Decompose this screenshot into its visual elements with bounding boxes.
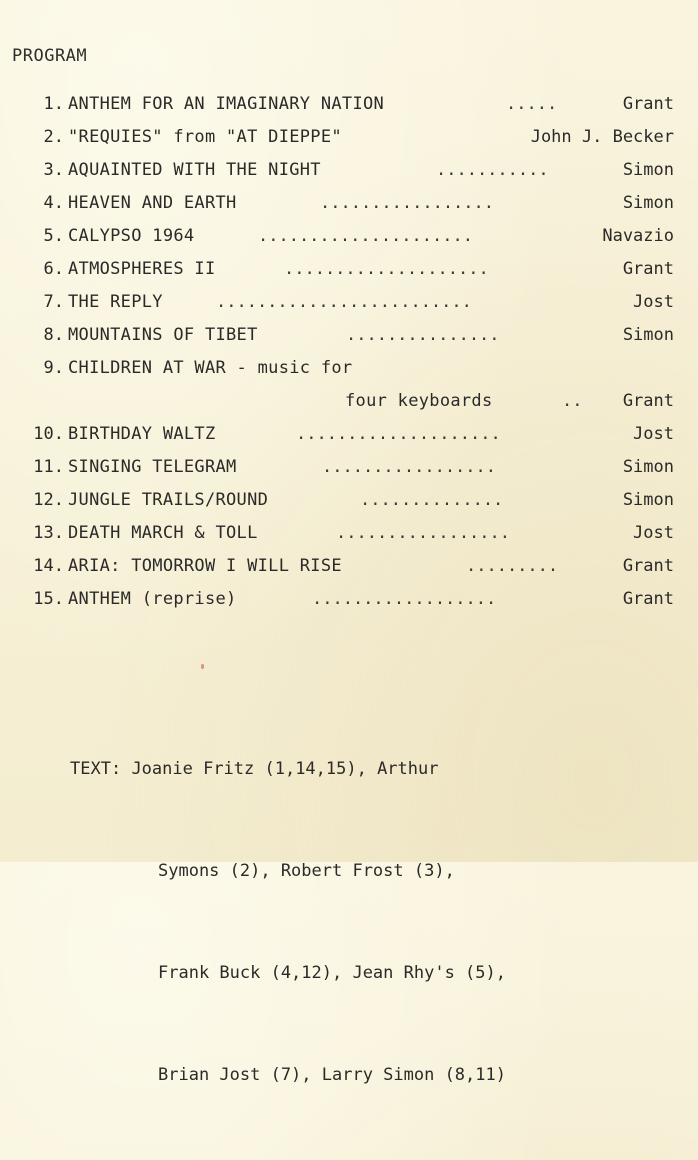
item-title: DEATH MARCH & TOLL (68, 523, 258, 543)
program-item (0, 222, 698, 255)
item-leader-dots: ................. (320, 193, 494, 213)
item-composer: Grant (622, 589, 674, 609)
item-number: 15. (33, 589, 64, 609)
program-item (0, 123, 698, 156)
item-leader-dots: ..................... (258, 226, 473, 246)
item-title: THE REPLY (68, 292, 163, 312)
item-leader-dots: ......................... (216, 292, 472, 312)
program-item (0, 156, 698, 189)
item-number: 7. (43, 292, 64, 312)
item-number: 13. (33, 523, 64, 543)
item-title: BIRTHDAY WALTZ (68, 424, 216, 444)
item-composer: Grant (622, 94, 674, 114)
credits-line: Symons (2), Robert Frost (3), (158, 861, 455, 881)
program-item (0, 189, 698, 222)
credits-line: Brian Jost (7), Larry Simon (8,11) (158, 1065, 506, 1085)
program-item-continuation (0, 387, 698, 420)
item-title: JUNGLE TRAILS/ROUND (68, 490, 269, 510)
program-item (0, 90, 698, 123)
text-credits (70, 684, 506, 1160)
item-title: AQUAINTED WITH THE NIGHT (68, 160, 321, 180)
item-composer: Jost (633, 424, 674, 444)
program-item (0, 288, 698, 321)
item-number: 14. (33, 556, 64, 576)
item-title: ANTHEM FOR AN IMAGINARY NATION (68, 94, 385, 114)
item-number: 1. (43, 94, 64, 114)
item-leader-dots: ................. (322, 457, 496, 477)
credits-text: Joanie Fritz (1,14,15), Arthur (131, 759, 439, 779)
item-number: 12. (33, 490, 64, 510)
item-title: four keyboards (345, 391, 493, 411)
item-leader-dots: .............. (360, 490, 504, 510)
item-composer: Grant (622, 259, 674, 279)
credits-label: TEXT: (70, 759, 122, 779)
item-number: 10. (33, 424, 64, 444)
item-title: CHILDREN AT WAR - music for (68, 358, 353, 378)
program-item (0, 420, 698, 453)
item-composer: John J. Becker (530, 127, 674, 147)
item-title: ANTHEM (reprise) (68, 589, 237, 609)
item-title: HEAVEN AND EARTH (68, 193, 237, 213)
program-list (0, 90, 698, 618)
paper-speck (201, 664, 204, 669)
program-item (0, 486, 698, 519)
program-item (0, 519, 698, 552)
item-number: 8. (43, 325, 64, 345)
item-leader-dots: .. (562, 391, 583, 411)
item-composer: Jost (633, 523, 674, 543)
item-composer: Simon (622, 457, 674, 477)
item-composer: Simon (622, 160, 674, 180)
program-item (0, 321, 698, 354)
item-number: 4. (43, 193, 64, 213)
item-title: CALYPSO 1964 (68, 226, 195, 246)
item-title: "REQUIES" from "AT DIEPPE" (68, 127, 342, 147)
program-item (0, 354, 698, 387)
credits-line (70, 752, 506, 786)
item-title: MOUNTAINS OF TIBET (68, 325, 258, 345)
credits-line: Frank Buck (4,12), Jean Rhy's (5), (158, 963, 506, 983)
item-number: 11. (33, 457, 64, 477)
item-composer: Grant (622, 391, 674, 411)
item-composer: Navazio (602, 226, 674, 246)
item-number: 2. (43, 127, 64, 147)
item-number: 3. (43, 160, 64, 180)
program-item (0, 453, 698, 486)
program-item (0, 255, 698, 288)
item-leader-dots: .................... (296, 424, 501, 444)
item-leader-dots: .................. (312, 589, 497, 609)
item-number: 6. (43, 259, 64, 279)
item-leader-dots: ..... (506, 94, 558, 114)
item-leader-dots: ........... (436, 160, 549, 180)
program-heading: PROGRAM (12, 46, 88, 66)
item-title: SINGING TELEGRAM (68, 457, 237, 477)
item-title: ARIA: TOMORROW I WILL RISE (68, 556, 342, 576)
item-title: ATMOSPHERES II (68, 259, 216, 279)
item-leader-dots: ................. (336, 523, 510, 543)
item-leader-dots: ............... (346, 325, 500, 345)
item-number: 9. (43, 358, 64, 378)
item-composer: Simon (622, 490, 674, 510)
program-item (0, 552, 698, 585)
item-composer: Simon (622, 193, 674, 213)
item-composer: Simon (622, 325, 674, 345)
item-number: 5. (43, 226, 64, 246)
item-composer: Grant (622, 556, 674, 576)
program-item (0, 585, 698, 618)
item-leader-dots: .................... (284, 259, 489, 279)
item-leader-dots: ......... (466, 556, 559, 576)
item-composer: Jost (633, 292, 674, 312)
